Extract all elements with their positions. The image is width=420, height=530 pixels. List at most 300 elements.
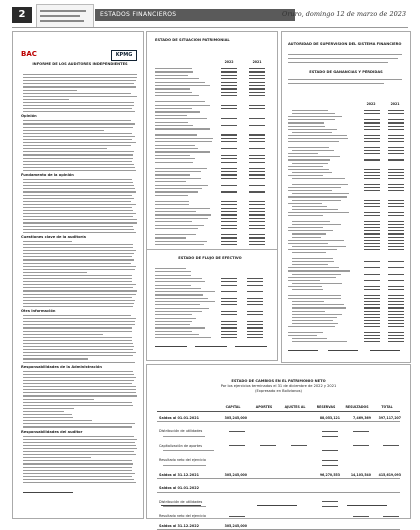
balance-label [155, 145, 195, 146]
balance-value [249, 228, 265, 229]
equity-row-rule [157, 478, 400, 479]
balance-value [249, 244, 265, 245]
cashflow-value [221, 324, 237, 325]
income-value [388, 243, 404, 244]
income-label [288, 159, 330, 160]
cashflow-label [155, 331, 192, 332]
balance-value [221, 214, 237, 215]
cashflow-label [155, 324, 190, 325]
equity-cell [353, 516, 369, 517]
income-value [388, 341, 404, 342]
balance-label [155, 188, 202, 189]
report-text-line [23, 290, 137, 291]
income-label [288, 270, 350, 271]
balance-label [155, 141, 212, 142]
balance-label [155, 185, 208, 186]
income-label [288, 153, 318, 154]
income-value [388, 147, 404, 148]
report-text-line [23, 244, 133, 245]
cashflow-label [155, 288, 201, 289]
equity-cell [383, 516, 399, 517]
report-text-line [23, 74, 137, 75]
equity-cell [322, 465, 338, 466]
income-label [288, 119, 335, 120]
income-label [288, 230, 333, 231]
income-value [388, 240, 404, 241]
report-text-line [23, 266, 136, 267]
income-value [364, 119, 380, 120]
balance-value [221, 174, 237, 175]
income-value [388, 159, 404, 160]
report-text-line [23, 201, 131, 202]
income-label [292, 289, 323, 290]
income-value [364, 311, 380, 312]
balance-label [155, 105, 210, 106]
report-text-line [23, 420, 92, 421]
report-text-line [23, 371, 133, 372]
income-value [388, 286, 404, 287]
report-text-line [23, 164, 134, 165]
report-text-line [23, 105, 134, 106]
income-value [388, 153, 404, 154]
income-value [364, 286, 380, 287]
equity-cell: 7,469,369 [353, 415, 371, 420]
income-label [292, 320, 333, 321]
equity-cell: 305,245,000 [224, 523, 247, 528]
date-line: Oruro, domingo 12 de marzo de 2023 [282, 10, 406, 18]
report-text-line [23, 476, 132, 477]
report-text-line [23, 133, 132, 134]
equity-col-header: CAPITAL [225, 405, 241, 409]
cashflow-value [247, 311, 263, 312]
equity-cell [322, 436, 338, 437]
income-label [292, 172, 332, 173]
equity-row-label: Resultado neto del ejercicio [159, 514, 206, 518]
income-label [292, 233, 326, 234]
balance-label [155, 122, 188, 123]
income-value [364, 243, 380, 244]
signature-line [370, 350, 400, 351]
report-text-line [23, 343, 133, 344]
balance-value [249, 141, 265, 142]
income-value [364, 249, 380, 250]
report-text-line [23, 439, 137, 440]
balance-value [249, 108, 265, 109]
income-value [364, 206, 380, 207]
income-label [288, 215, 323, 216]
report-text-line [23, 253, 134, 254]
balance-value [221, 241, 237, 242]
income-label [288, 129, 337, 130]
income-value [364, 280, 380, 281]
income-label [288, 227, 323, 228]
balance-value [249, 105, 265, 106]
report-text-line [23, 324, 135, 325]
income-value [364, 135, 380, 136]
report-text-line [23, 130, 104, 131]
report-text-line [23, 161, 132, 162]
report-text-line [23, 83, 134, 84]
cashflow-value [221, 337, 237, 338]
income-label [288, 156, 340, 157]
income-label [292, 113, 335, 114]
income-value [388, 230, 404, 231]
income-label [292, 200, 341, 201]
cashflow-value [247, 278, 263, 279]
report-text-line [23, 213, 136, 214]
income-label [288, 267, 339, 268]
report-text-line [23, 99, 69, 100]
income-value [388, 314, 404, 315]
income-value [388, 304, 404, 305]
balance-value [221, 168, 237, 169]
report-text-line [23, 327, 132, 328]
income-label [292, 338, 327, 339]
balance-label [155, 211, 196, 212]
income-value [388, 323, 404, 324]
equity-col-header: TOTAL [381, 405, 393, 409]
equity-cell [353, 431, 369, 432]
report-text-line [23, 179, 132, 180]
income-value [364, 240, 380, 241]
report-text-line [23, 222, 137, 223]
equity-cell [291, 445, 307, 446]
balance-label [155, 237, 186, 238]
cashflow-value [247, 321, 263, 322]
equity-subtitle: Por los ejercicios terminados el 31 de diciembre de 2022 y 2021 [220, 384, 337, 388]
balance-sheet-panel [146, 31, 278, 273]
income-value [388, 295, 404, 296]
income-value [364, 221, 380, 222]
income-value [364, 274, 380, 275]
income-label [292, 307, 346, 308]
income-label [292, 150, 334, 151]
balance-value [221, 162, 237, 163]
balance-label [155, 138, 213, 139]
income-label [288, 126, 325, 127]
balance-value [249, 158, 265, 159]
report-text-line [23, 281, 132, 282]
income-value [388, 246, 404, 247]
cashflow-value [247, 314, 263, 315]
equity-col-header: RESULTADOS [345, 405, 369, 409]
cashflow-value [221, 278, 237, 279]
logo-line [40, 20, 84, 22]
income-label [292, 283, 342, 284]
income-value [388, 206, 404, 207]
balance-value [249, 178, 265, 179]
equity-row-label: Resultado neto del ejercicio [159, 458, 206, 462]
income-value [364, 129, 380, 130]
income-label [288, 295, 341, 296]
report-text-line [23, 442, 135, 443]
balance-value [221, 134, 237, 135]
balance-label [155, 92, 192, 93]
income-value [388, 190, 404, 191]
cashflow-value [221, 301, 237, 302]
income-value [388, 338, 404, 339]
logo-line [40, 15, 80, 17]
balance-label [155, 95, 199, 96]
income-value [364, 113, 380, 114]
equity-subrow-label [163, 436, 205, 437]
report-text-line [23, 448, 137, 449]
income-value [388, 178, 404, 179]
report-text-line [23, 229, 134, 230]
report-text-line [23, 151, 134, 152]
balance-label [155, 181, 186, 182]
report-text-line [23, 191, 136, 192]
income-value [364, 230, 380, 231]
report-text-line [23, 389, 136, 390]
income-value [388, 224, 404, 225]
report-text-line [23, 414, 72, 415]
income-label [288, 190, 332, 191]
income-value [388, 141, 404, 142]
balance-value [249, 85, 265, 86]
income-value [388, 298, 404, 299]
income-value [364, 261, 380, 262]
report-text-line [23, 259, 134, 260]
report-text-line [23, 349, 133, 350]
balance-value [221, 78, 237, 79]
balance-value [221, 234, 237, 235]
cashflow-label [155, 301, 215, 302]
equity-row-label: Distribución de utilidades [159, 429, 203, 433]
report-title: INFORME DE LOS AUDITORES INDEPENDIENTES [32, 62, 128, 66]
income-value [388, 301, 404, 302]
income-label [288, 249, 337, 250]
bac-logo: BAC [21, 50, 37, 58]
income-value [388, 212, 404, 213]
report-text-line [23, 436, 134, 437]
report-text-line [23, 383, 132, 384]
balance-value [221, 82, 237, 83]
report-text-line [23, 374, 134, 375]
report-text-line [23, 123, 135, 124]
income-value [388, 215, 404, 216]
balance-label [155, 134, 197, 135]
report-text-line [23, 278, 132, 279]
balance-value [221, 171, 237, 172]
report-text-line [23, 482, 136, 483]
cashflow-value [221, 321, 237, 322]
income-value [388, 221, 404, 222]
report-section-heading: Responsabilidades del auditor [21, 429, 83, 434]
cashflow-label [155, 291, 215, 292]
report-text-line [23, 145, 131, 146]
report-section-heading: Fundamento de la opinión [21, 173, 74, 177]
equity-cell: 88,053,121 [319, 415, 340, 420]
balance-value [249, 78, 265, 79]
balance-value [221, 118, 237, 119]
balance-value [221, 95, 237, 96]
cashflow-value [247, 301, 263, 302]
balance-label [155, 85, 210, 86]
income-value [388, 187, 404, 188]
regulator-text [288, 62, 388, 63]
income-label [292, 264, 328, 265]
income-label [288, 326, 335, 327]
balance-label [155, 178, 201, 179]
signature-line [23, 492, 73, 493]
report-text-line [23, 454, 136, 455]
report-text-line [23, 470, 132, 471]
kpmg-logo: KPMG [111, 50, 137, 61]
report-text-line [23, 111, 135, 112]
balance-label [155, 101, 205, 102]
signature-line [195, 346, 227, 347]
report-text-line [23, 148, 107, 149]
income-label [292, 110, 328, 111]
equity-col-header: AJUSTES AL [284, 405, 306, 409]
equity-subrow-label [163, 506, 206, 507]
report-text-line [23, 346, 134, 347]
balance-label [155, 151, 210, 152]
report-text-line [23, 96, 137, 97]
income-label [288, 147, 329, 148]
income-value [388, 150, 404, 151]
signature-line [328, 350, 358, 351]
report-section-heading: Responsabilidades de la Administración [21, 364, 102, 369]
income-label [288, 335, 317, 336]
income-value [364, 320, 380, 321]
balance-value [221, 218, 237, 219]
equity-row-label: Saldos al 01.01.2021 [159, 415, 199, 420]
cashflow-label [155, 311, 202, 312]
report-text-line [23, 460, 132, 461]
income-value [364, 227, 380, 228]
report-text-line [23, 297, 132, 298]
report-text-line [23, 417, 73, 418]
report-text-line [23, 355, 133, 356]
equity-cell [322, 501, 338, 502]
cashflow-label [155, 285, 191, 286]
balance-value [249, 218, 265, 219]
balance-value [249, 138, 265, 139]
balance-value [221, 221, 237, 222]
cashflow-value [221, 331, 237, 332]
balance-label [155, 201, 189, 202]
report-text-line [23, 423, 135, 424]
income-label [288, 141, 339, 142]
income-value [388, 332, 404, 333]
income-value [364, 178, 380, 179]
report-section-heading: Otra información [21, 309, 56, 313]
income-label [288, 135, 347, 136]
cashflow-label [155, 308, 209, 309]
report-text-line [23, 340, 132, 341]
income-value [364, 332, 380, 333]
report-text-line [23, 275, 132, 276]
cashflow-value [247, 291, 263, 292]
income-label [292, 224, 341, 225]
balance-value [221, 208, 237, 209]
income-label [288, 212, 349, 213]
report-text-line [23, 263, 131, 264]
income-value [388, 138, 404, 139]
balance-value [221, 85, 237, 86]
balance-label [155, 88, 190, 89]
col-2021: 2021 [252, 60, 262, 64]
balance-value [249, 68, 265, 69]
income-value [364, 141, 380, 142]
report-text-line [23, 90, 77, 91]
regulator-text [288, 58, 398, 59]
income-value [364, 153, 380, 154]
equity-cell [260, 445, 276, 446]
income-value [388, 129, 404, 130]
report-text-line [23, 198, 134, 199]
income-value [388, 172, 404, 173]
cashflow-value [247, 327, 263, 328]
balance-label [155, 115, 187, 116]
report-text-line [23, 250, 136, 251]
balance-value [221, 148, 237, 149]
report-text-line [23, 269, 135, 270]
balance-value [249, 201, 265, 202]
report-text-line [23, 473, 135, 474]
cashflow-label [155, 278, 202, 279]
report-text-line [23, 182, 133, 183]
equity-cell [229, 516, 245, 517]
auditor-report-panel [12, 31, 144, 519]
balance-value [221, 75, 237, 76]
balance-value [221, 191, 237, 192]
report-text-line [23, 158, 133, 159]
income-value [388, 274, 404, 275]
balance-label [155, 171, 201, 172]
cashflow-value [247, 285, 263, 286]
equity-cell [353, 445, 369, 446]
income-label [292, 221, 330, 222]
income-label [292, 206, 327, 207]
income-value [388, 320, 404, 321]
equity-cell [322, 431, 338, 432]
income-value [364, 233, 380, 234]
cashflow-label [155, 334, 199, 335]
income-value [364, 289, 380, 290]
report-text-line [23, 284, 136, 285]
equity-cell [322, 460, 338, 461]
report-text-line [23, 315, 131, 316]
balance-value [249, 162, 265, 163]
income-label [292, 209, 338, 210]
income-value [364, 172, 380, 173]
income-value [364, 335, 380, 336]
report-section-heading: Cuestiones clave de la auditoría [21, 234, 86, 239]
report-text-line [23, 195, 132, 196]
income-value [388, 200, 404, 201]
income-label [288, 187, 341, 188]
report-text-line [23, 232, 136, 233]
balance-value [221, 141, 237, 142]
balance-label [155, 155, 190, 156]
balance-value [249, 214, 265, 215]
cashflow-value [247, 337, 263, 338]
cashflow-value [247, 324, 263, 325]
balance-value [221, 158, 237, 159]
balance-label [155, 148, 198, 149]
cash-flow-panel [146, 249, 278, 361]
report-text-line [23, 154, 133, 155]
income-value [388, 135, 404, 136]
cashflow-value [247, 331, 263, 332]
income-label [292, 258, 333, 259]
header-rule [12, 27, 408, 28]
income-value [388, 110, 404, 111]
income-value [364, 224, 380, 225]
